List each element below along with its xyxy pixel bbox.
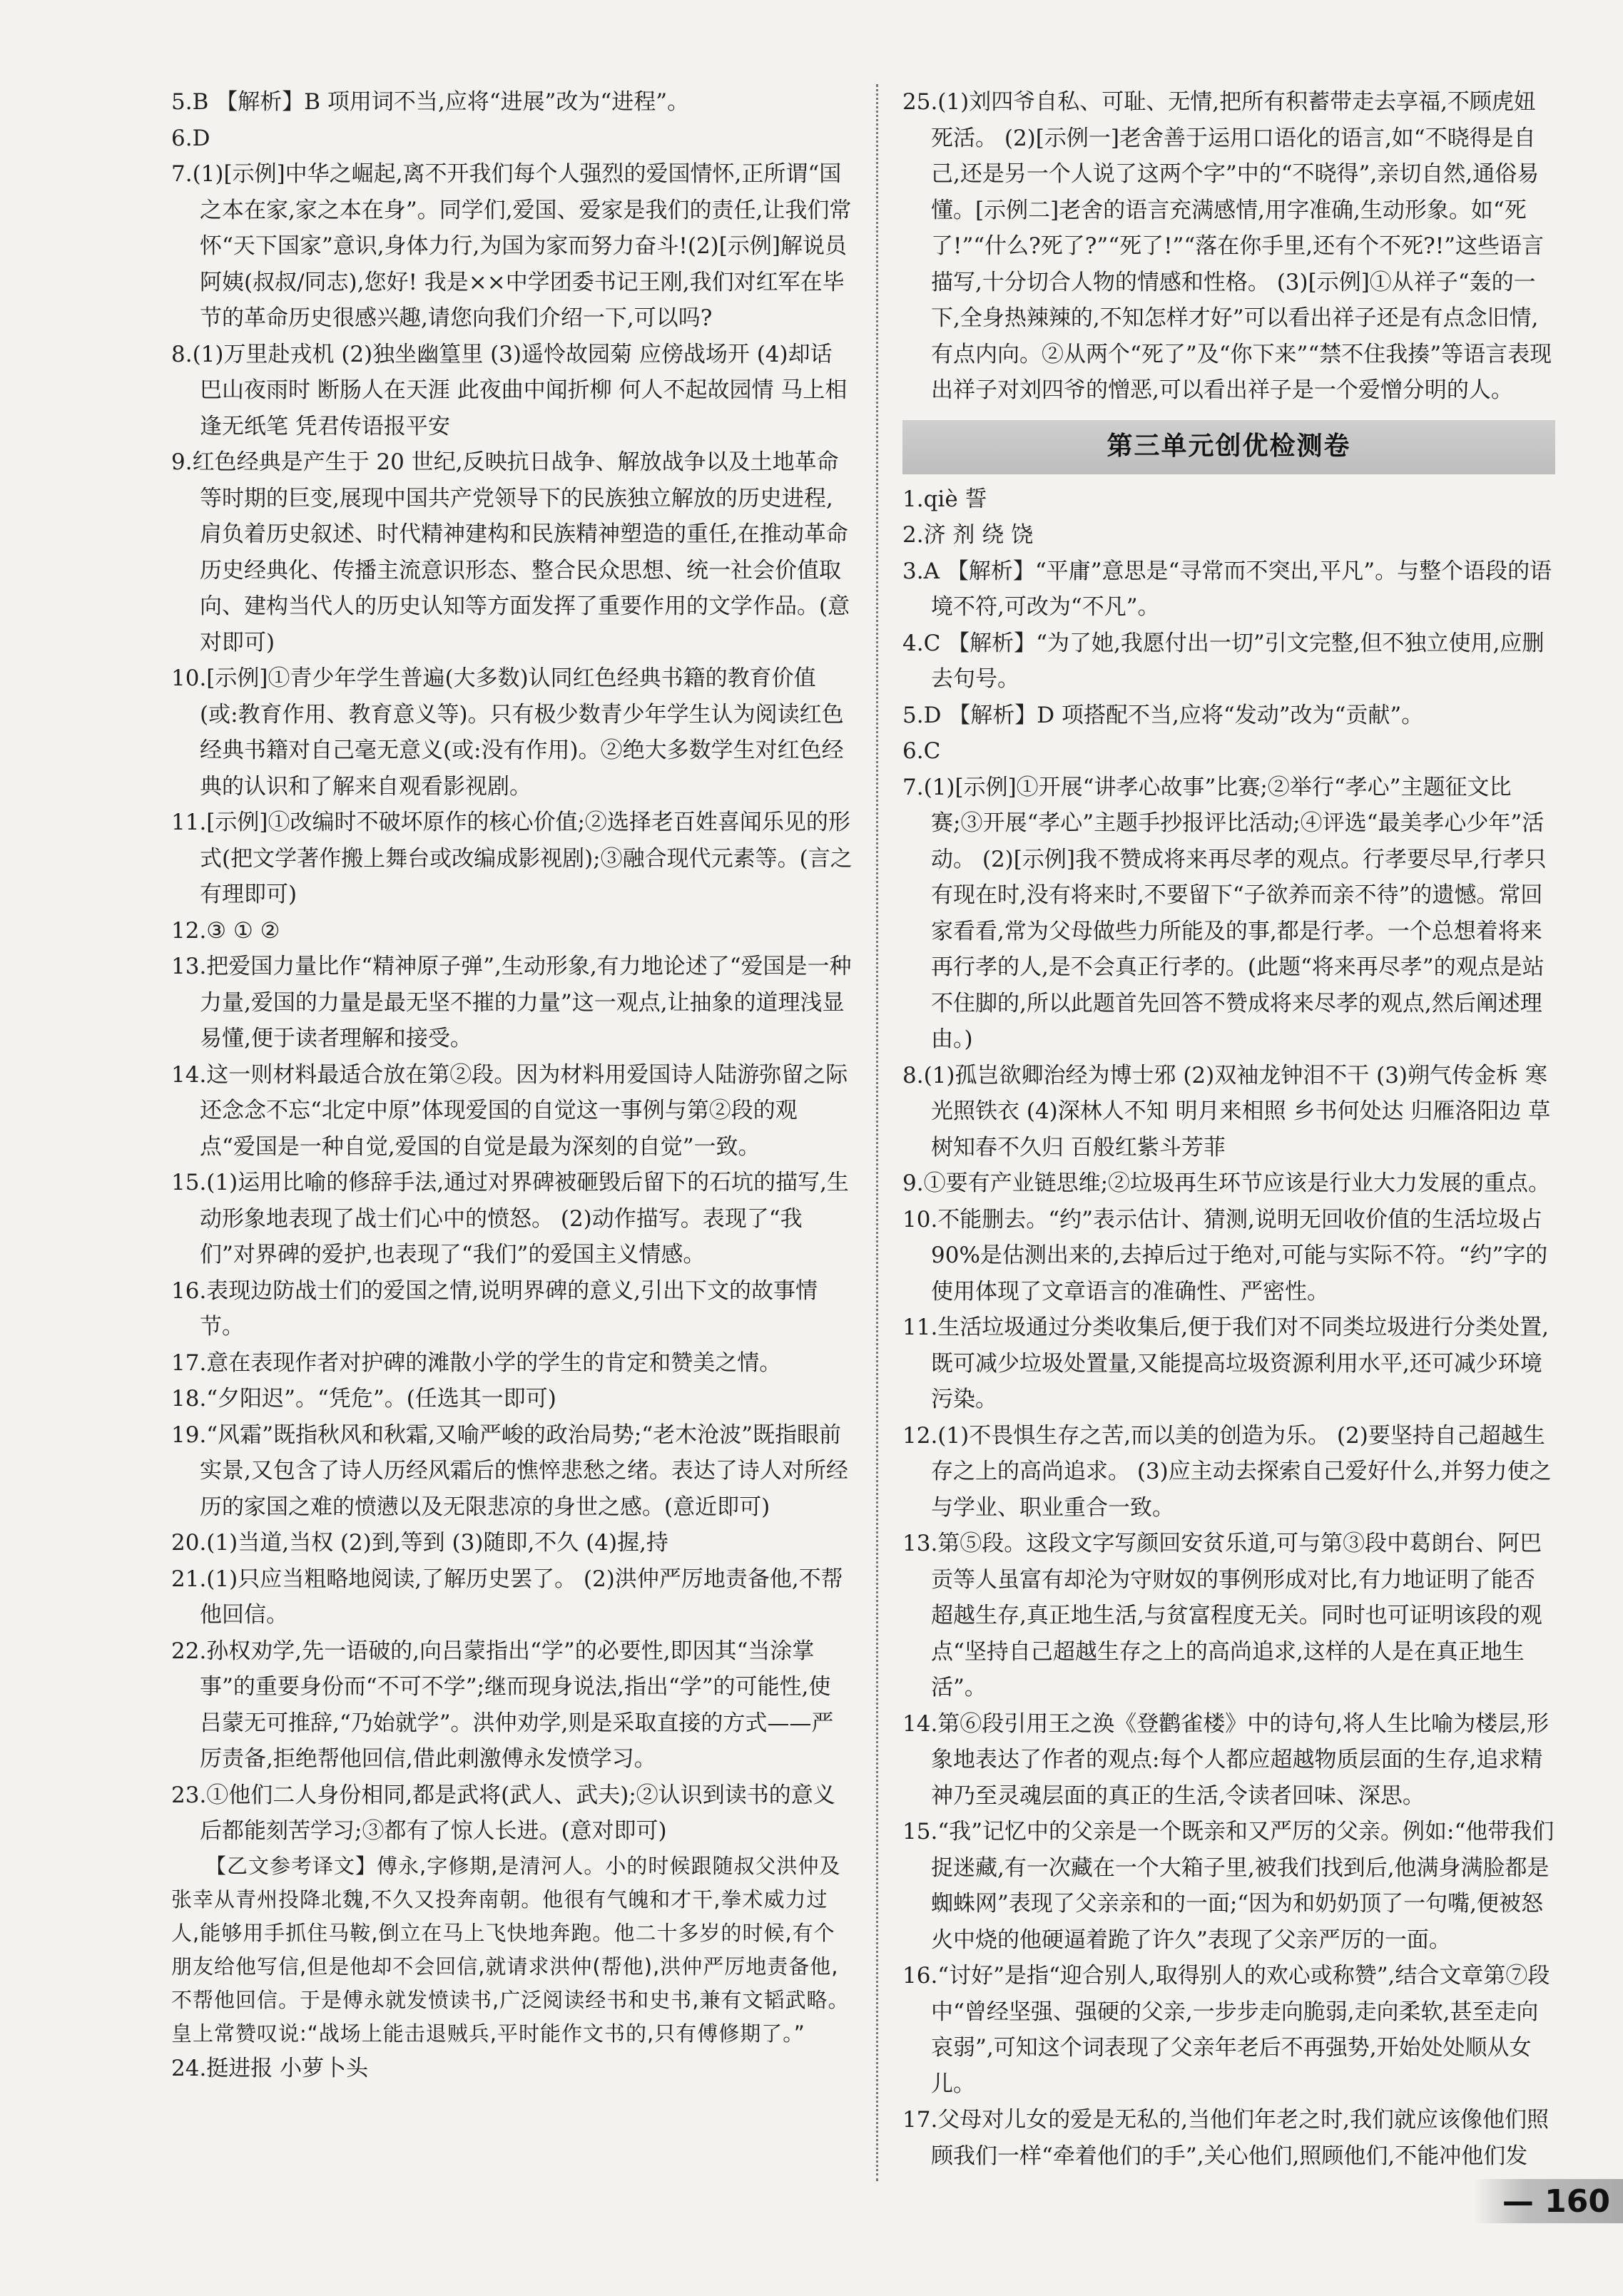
answer-item: 8.(1)孤岂欲卿治经为博士邪 (2)双袖龙钟泪不干 (3)朔气传金柝 寒光照铁衣 (4)深林人不知 明月来相照 乡书何处达 归雁洛阳边 草树知春不久归 百般红紫斗芳菲 bbox=[902, 1062, 1551, 1160]
answer-item: 7.(1)[示例]①开展“讲孝心故事”比赛;②举行“孝心”主题征文比赛;③开展“孝心”主题手抄报评比活动;④评选“最美孝心少年”活动。 (2)[示例]我不赞成将来再尽孝的观点。行孝要尽早,行孝只有现在时,没有将来时,不要留下“子欲养而亲不待”的遗憾。常回家看看,常为父母做些力所能及的事,都是行孝。一个总想着将来再行孝的人,是不会真正行孝的。(此题“将来再尽孝”的观点是站不住脚的,所以此题首先回答不赞成将来尽孝的观点,然后阐述理由。) bbox=[902, 774, 1547, 1052]
answer-item: 21.(1)只应当粗略地阅读,了解历史罢了。 (2)洪仲严厉地责备他,不帮他回信。 bbox=[171, 1566, 843, 1628]
answer-item: 20.(1)当道,当权 (2)到,等到 (3)随即,不久 (4)握,持 bbox=[171, 1530, 668, 1556]
answer-item: 19.“风霜”既指秋风和秋霜,又喻严峻的政治局势;“老木沧波”既指眼前实景,又包含了诗人历经风霜后的憔悴悲愁之绪。表达了诗人对所经历的家国之难的愤懑以及无限悲凉的身世之感。(意近即可) bbox=[171, 1422, 848, 1520]
answer-item: 9.红色经典是产生于 20 世纪,反映抗日战争、解放战争以及土地革命等时期的巨变,展现中国共产党领导下的民族独立解放的历史进程,肩负着历史叙述、时代精神建构和民族精神塑造的重任,在推动革命历史经典化、传播主流意识形态、整合民众思想、统一社会价值取向、建构当代人的历史认知等方面发挥了重要作用的文学作品。(意对即可) bbox=[171, 449, 850, 655]
answer-item: 16.表现边防战士们的爱国之情,说明界碑的意义,引出下文的故事情节。 bbox=[171, 1277, 818, 1340]
answer-item: 3.A 【解析】“平庸”意思是“寻常而不突出,平凡”。与整个语段的语境不符,可改为“不凡”。 bbox=[902, 558, 1552, 620]
answer-item: 8.(1)万里赴戎机 (2)独坐幽篁里 (3)遥怜故园菊 应傍战场开 (4)却话巴山夜雨时 断肠人在天涯 此夜曲中闻折柳 何人不起故园情 马上相逢无纸笔 凭君传语报平安 bbox=[171, 341, 848, 439]
answer-item: 12.(1)不畏惧生存之苦,而以美的创造为乐。 (2)要坚持自己超越生存之上的高尚追求。 (3)应主动去探索自己爱好什么,并努力使之与学业、职业重合一致。 bbox=[902, 1422, 1552, 1521]
answer-item: 12.③ ① ② bbox=[171, 917, 280, 944]
answer-item: 18.“夕阳迟”。“凭危”。(任选其一即可) bbox=[171, 1386, 556, 1412]
answer-item: 13.把爱国力量比作“精神原子弹”,生动形象,有力地论述了“爱国是一种力量,爱国的力量是最无坚不摧的力量”这一观点,让抽象的道理浅显易懂,便于读者理解和接受。 bbox=[171, 954, 852, 1051]
answer-item: 14.第⑥段引用王之涣《登鹳雀楼》中的诗句,将人生比喻为楼层,形象地表达了作者的观点:每个人都应超越物质层面的生存,追求精神乃至灵魂层面的真正的生活,令读者回味、深思。 bbox=[902, 1710, 1550, 1809]
right-column bbox=[902, 84, 1555, 2174]
section-title: 第三单元创优检测卷 bbox=[1106, 432, 1351, 461]
column-divider bbox=[876, 84, 878, 2181]
left-column bbox=[171, 84, 853, 2086]
answer-item: 5.D 【解析】D 项搭配不当,应将“发动”改为“贡献”。 bbox=[902, 702, 1424, 728]
page-number bbox=[1474, 2179, 1623, 2223]
answer-item: 17.意在表现作者对护碑的滩散小学的学生的肯定和赞美之情。 bbox=[171, 1349, 782, 1376]
section-header bbox=[902, 420, 1555, 474]
translation-note: 【乙文参考译文】傅永,字修期,是清河人。小的时候跟随叔父洪仲及张幸从青州投降北魏,不久又投奔南朝。他很有气魄和才干,拳术威力过人,能够用手抓住马鞍,倒立在马上飞快地奔跑。他二十多岁的时候,有个朋友给他写信,但是他却不会回信,就请求洪仲(帮他),洪仲严厉地责备他,不帮他回信。于是傅永就发愤读书,广泛阅读经书和史书,兼有文韬武略。皇上常赞叹说:“战场上能击退贼兵,平时能作文书的,只有傅修期了。” bbox=[171, 1853, 850, 2046]
answer-item: 23.①他们二人身份相同,都是武将(武人、武夫);②认识到读书的意义后都能刻苦学习;③都有了惊人长进。(意对即可) bbox=[171, 1782, 835, 1844]
answer-item: 10.不能删去。“约”表示估计、猜测,说明无回收价值的生活垃圾占 90%是估测出来的,去掉后过于绝对,可能与实际不符。“约”字的使用体现了文章语言的准确性、严密性。 bbox=[902, 1206, 1548, 1305]
answer-item: 1.qiè 誓 bbox=[902, 486, 987, 512]
answer-item: 17.父母对儿女的爱是无私的,当他们年老之时,我们就应该像他们照顾我们一样“牵着他们的手”,关心他们,照顾他们,不能冲他们发 bbox=[902, 2107, 1550, 2169]
answer-item: 5.B 【解析】B 项用词不当,应将“进展”改为“进程”。 bbox=[171, 89, 690, 115]
answer-item: 22.孙权劝学,先一语破的,向吕蒙指出“学”的必要性,即因其“当涂掌事”的重要身份而“不可不学”;继而现身说法,指出“学”的可能性,使吕蒙无可推辞,“乃始就学”。洪仲劝学,则是采取直接的方式——严厉责备,拒绝帮他回信,借此刺激傅永发愤学习。 bbox=[171, 1638, 834, 1772]
answer-item: 13.第⑤段。这段文字写颜回安贫乐道,可与第③段中葛朗台、阿巴贡等人虽富有却沦为守财奴的事例形成对比,有力地证明了能否超越生存,真正地生活,与贫富程度无关。同时也可证明该段的观点“坚持自己超越生存之上的高尚追求,这样的人是在真正地生活”。 bbox=[902, 1531, 1542, 1700]
answer-item: 16.“讨好”是指“迎合别人,取得别人的欢心或称赞”,结合文章第⑦段中“曾经坚强、强硬的父亲,一步步走向脆弱,走向柔软,甚至走向哀弱”,可知这个词表现了父亲年老后不再强势,开始处处顺从女儿。 bbox=[902, 1963, 1550, 2097]
answer-item: 15.(1)运用比喻的修辞手法,通过对界碑被砸毁后留下的石坑的描写,生动形象地表现了战士们心中的愤怒。 (2)动作描写。表现了“我们”对界碑的爱护,也表现了“我们”的爱国主义情感。 bbox=[171, 1170, 849, 1267]
page-number-text: — 160 bbox=[1502, 2183, 1610, 2220]
answer-item: 24.挺进报 小萝卜头 bbox=[171, 2055, 369, 2081]
answer-item: 6.D bbox=[171, 125, 210, 151]
answer-item: 15.“我”记忆中的父亲是一个既亲和又严厉的父亲。例如:“他带我们捉迷藏,有一次藏在一个大箱子里,被我们找到后,他满身满脸都是蜘蛛网”表现了父亲亲和的一面;“因为和奶奶顶了一句嘴,便被怒火中烧的他硬逼着跪了许久”表现了父亲严厉的一面。 bbox=[902, 1819, 1555, 1953]
answer-item: 25.(1)刘四爷自私、可耻、无情,把所有积蓄带走去享福,不顾虎妞死活。 (2)[示例一]老舍善于运用口语化的语言,如“不晓得是自己,还是另一个人说了这两个字”中的“不晓得”,亲切自然,通俗易懂。[示例二]老舍的语言充满感情,用字准确,生动形象。如“死了!”“什么?死了?”“死了!”“落在你手里,还有个不死?!”这些语言描写,十分切合人物的情感和性格。 (3)[示例]①从祥子“轰的一下,全身热辣辣的,不知怎样才好”可以看出祥子还是有点念旧情,有点内向。②从两个“死了”及“你下来”“禁不住我揍”等语言表现出祥子对刘四爷的憎恶,可以看出祥子是一个爱憎分明的人。 bbox=[902, 89, 1552, 403]
answer-item: 6.C bbox=[902, 738, 941, 764]
answer-item: 9.①要有产业链思维;②垃圾再生环节应该是行业大力发展的重点。 bbox=[902, 1170, 1551, 1196]
answer-item: 10.[示例]①青少年学生普遍(大多数)认同红色经典书籍的教育价值(或:教育作用、教育意义等)。只有极少数青少年学生认为阅读红色经典书籍对自己毫无意义(或:没有作用)。②绝大多数学生对红色经典的认识和了解来自观看影视剧。 bbox=[171, 665, 844, 800]
answer-item: 7.(1)[示例]中华之崛起,离不开我们每个人强烈的爱国情怀,正所谓“国之本在家,家之本在身”。同学们,爱国、爱家是我们的责任,让我们常怀“天下国家”意识,身体力行,为国为家而努力奋斗!(2)[示例]解说员阿姨(叔叔/同志),您好! 我是××中学团委书记王刚,我们对红军在毕节的革命历史很感兴趣,请您向我们介绍一下,可以吗? bbox=[171, 161, 852, 331]
answer-item: 2.济 剂 绕 饶 bbox=[902, 522, 1034, 548]
answer-item: 11.生活垃圾通过分类收集后,便于我们对不同类垃圾进行分类处置,既可减少垃圾处置量,又能提高垃圾资源利用水平,还可减少环境污染。 bbox=[902, 1315, 1550, 1412]
answer-item: 14.这一则材料最适合放在第②段。因为材料用爱国诗人陆游弥留之际还念念不忘“北定中原”体现爱国的自觉这一事例与第②段的观点“爱国是一种自觉,爱国的自觉是最为深刻的自觉”一致。 bbox=[171, 1061, 848, 1160]
answer-item: 11.[示例]①改编时不破坏原作的核心价值;②选择老百姓喜闻乐见的形式(把文学著作搬上舞台或改编成影视剧);③融合现代元素等。(言之有理即可) bbox=[171, 810, 853, 907]
answer-item: 4.C 【解析】“为了她,我愿付出一切”引文完整,但不独立使用,应删去句号。 bbox=[902, 630, 1545, 692]
